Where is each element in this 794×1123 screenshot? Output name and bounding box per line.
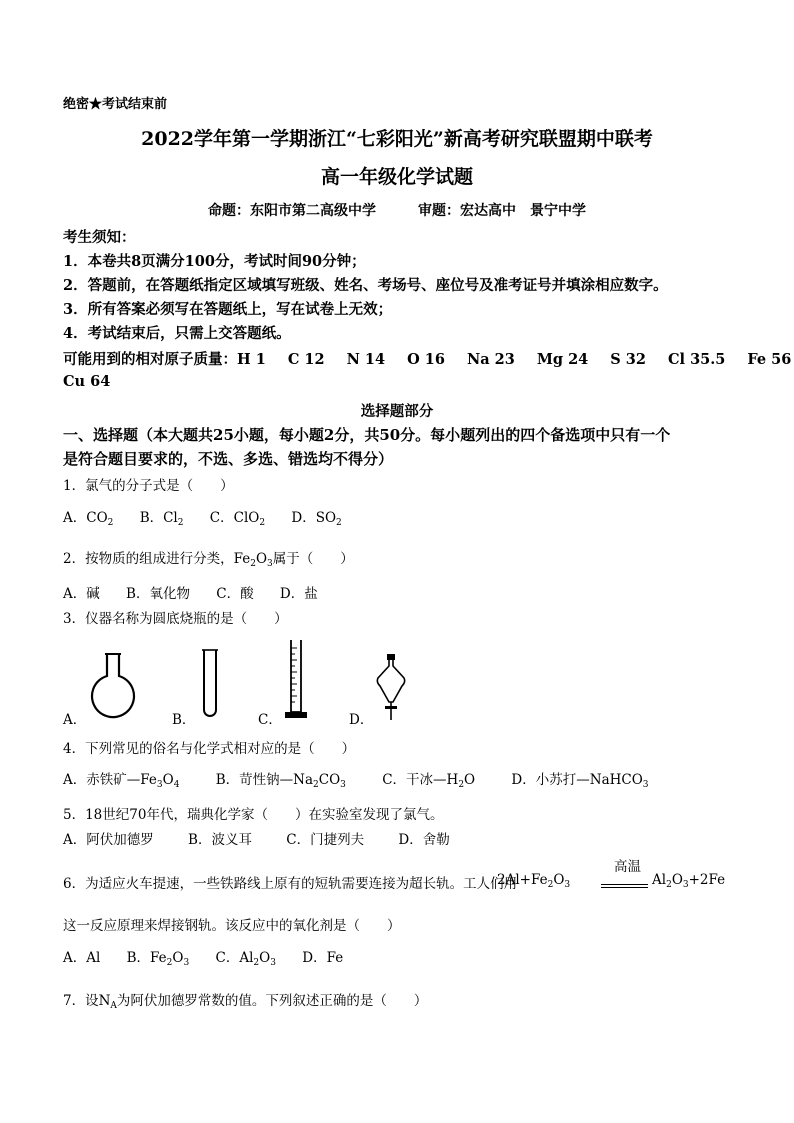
option-a: A．碱: [63, 586, 100, 602]
atomic-mass-c: C 12: [287, 351, 325, 368]
option-c-label: C．: [258, 712, 282, 728]
question-2-stem-prefix: 2．按物质的组成进行分类，: [63, 551, 234, 567]
reaction-condition: 高温: [614, 859, 641, 875]
question-2-stem-suffix: 属于（ ）: [272, 551, 354, 567]
graduated-cylinder-icon: [283, 638, 309, 722]
atomic-mass-cu: Cu 64: [63, 373, 111, 390]
option-d: D．$SO_2$: [291, 510, 342, 528]
exam-subtitle: 高一年级化学试题: [320, 166, 473, 188]
question-3-stem: 3．仪器名称为圆底烧瓶的是（ ）: [63, 611, 288, 627]
section-heading: 一、选择题（本大题共25小题，每小题2分，共50分。每小题列出的四个备选项中只有一个: [63, 426, 671, 444]
question-5-stem: 5．18世纪70年代，瑞典化学家（ ）在实验室发现了氯气。: [63, 807, 444, 823]
exam-authors: 命题：东阳市第二高级中学 审题：宏达高中 景宁中学: [208, 203, 586, 219]
option-a: A．$CO_2$: [63, 510, 114, 528]
option-b: B．$Fe_2O_3$: [126, 950, 190, 968]
atomic-mass-s: S 32: [610, 351, 646, 368]
question-7-stem-prefix: 7．设N: [63, 993, 111, 1009]
option-b: B．氧化物: [126, 586, 190, 602]
atomic-mass-n: N 14: [346, 351, 386, 368]
atomic-mass-mg: Mg 24: [536, 351, 589, 368]
atomic-mass-o: O 16: [407, 351, 445, 368]
exam-title: 2022学年第一学期浙江“七彩阳光”新高考研究联盟期中联考: [141, 128, 653, 150]
option-a: A．阿伏加德罗: [63, 832, 154, 848]
option-b-label: B．: [172, 712, 196, 728]
option-b: B．$Cl_2$: [139, 510, 184, 528]
part-title: 选择题部分: [360, 403, 434, 420]
question-4-stem: 4．下列常见的俗名与化学式相对应的是（ ）: [63, 741, 356, 757]
option-b-text: B．苛性钠—: [215, 772, 294, 788]
atomic-mass-label: 可能用到的相对原子质量：: [63, 351, 237, 368]
option-c: C．$Al_2O_3$: [215, 950, 276, 968]
separatory-funnel-icon: [372, 652, 410, 722]
option-d: D．盐: [279, 586, 318, 602]
question-5-options: [63, 828, 472, 848]
option-c-text: C．干冰—: [382, 772, 447, 788]
equation-reactants: $2Al+Fe_2O_3$: [497, 872, 571, 890]
question-2-options: [63, 582, 340, 602]
notice-item: 4．考试结束后，只需上交答题纸。: [63, 325, 291, 342]
option-b: B．苛性钠$—Na_2CO_3$: [215, 772, 346, 790]
option-c: C．ClO$_2$: [209, 510, 266, 528]
notice-heading: 考生须知：: [63, 229, 136, 246]
question-4-options: [63, 768, 671, 788]
confidential-mark: 绝密★考试结束前: [63, 97, 168, 112]
thermite-equation: [497, 858, 727, 888]
atomic-mass-na: Na 23: [466, 351, 515, 368]
question-7-stem-suffix: 为阿伏加德罗常数的值。下列叙述正确的是（ ）: [116, 993, 428, 1009]
question-1-stem: 1．氯气的分子式是（ ）: [63, 478, 234, 494]
equation-line-upper: [601, 884, 648, 885]
question-2-stem: [63, 547, 354, 567]
option-a: A．Al: [63, 950, 101, 966]
atomic-mass-cl: Cl 35.5: [667, 351, 726, 368]
atomic-mass-fe: Fe 56: [747, 351, 792, 368]
notice-item: 2．答题前，在答题纸指定区域填写班级、姓名、考场号、座位号及准考证号并填涂相应数字。: [63, 277, 668, 294]
option-d: D．小苏打—NaHCO$_3$: [511, 772, 649, 790]
formula-fe2o3: $Fe_2O_3$: [233, 551, 273, 569]
section-heading-cont: 是符合题目要求的，不选、多选、错选均不得分）: [63, 450, 394, 468]
option-d-text: D．小苏打—: [511, 772, 590, 788]
equation-line-lower: [601, 887, 648, 888]
option-a-text: A．赤铁矿—: [63, 772, 141, 788]
option-d: D．Fe: [302, 950, 344, 966]
option-d-label: D．: [349, 712, 374, 728]
question-6-stem-cont: 这一反应原理来焊接钢轨。该反应中的氧化剂是（ ）: [63, 918, 401, 934]
option-b: B．波义耳: [188, 832, 252, 848]
atomic-mass-row: [63, 348, 791, 369]
notice-item: 3．所有答案必须写在答题纸上，写在试卷上无效；: [63, 301, 393, 318]
test-tube-icon: [199, 648, 221, 720]
option-a: A．赤铁矿$—Fe_3O_4$: [63, 772, 180, 790]
equation-products: $Al_2O_3+2Fe$: [652, 872, 726, 890]
round-bottom-flask-icon: [84, 652, 142, 722]
option-d: D．舍勒: [398, 832, 450, 848]
question-6-options: [63, 946, 365, 966]
option-c: C．干冰$—H_2O$: [382, 772, 476, 790]
question-6-stem: 6．为适应火车提速，一些铁路线上原有的短轨需要连接为超长轨。工人们用: [63, 876, 518, 892]
option-a-label: A．: [63, 712, 87, 728]
notice-item: 1．本卷共8页满分100分，考试时间90分钟；: [63, 253, 366, 270]
atomic-mass-h: H 1: [237, 351, 266, 368]
question-1-options: [63, 506, 364, 526]
option-c: C．门捷列夫: [286, 832, 365, 848]
question-7-stem: 7．设$N_A$为阿伏加德罗常数的值。下列叙述正确的是（ ）: [63, 993, 428, 1011]
option-c: C．酸: [216, 586, 254, 602]
